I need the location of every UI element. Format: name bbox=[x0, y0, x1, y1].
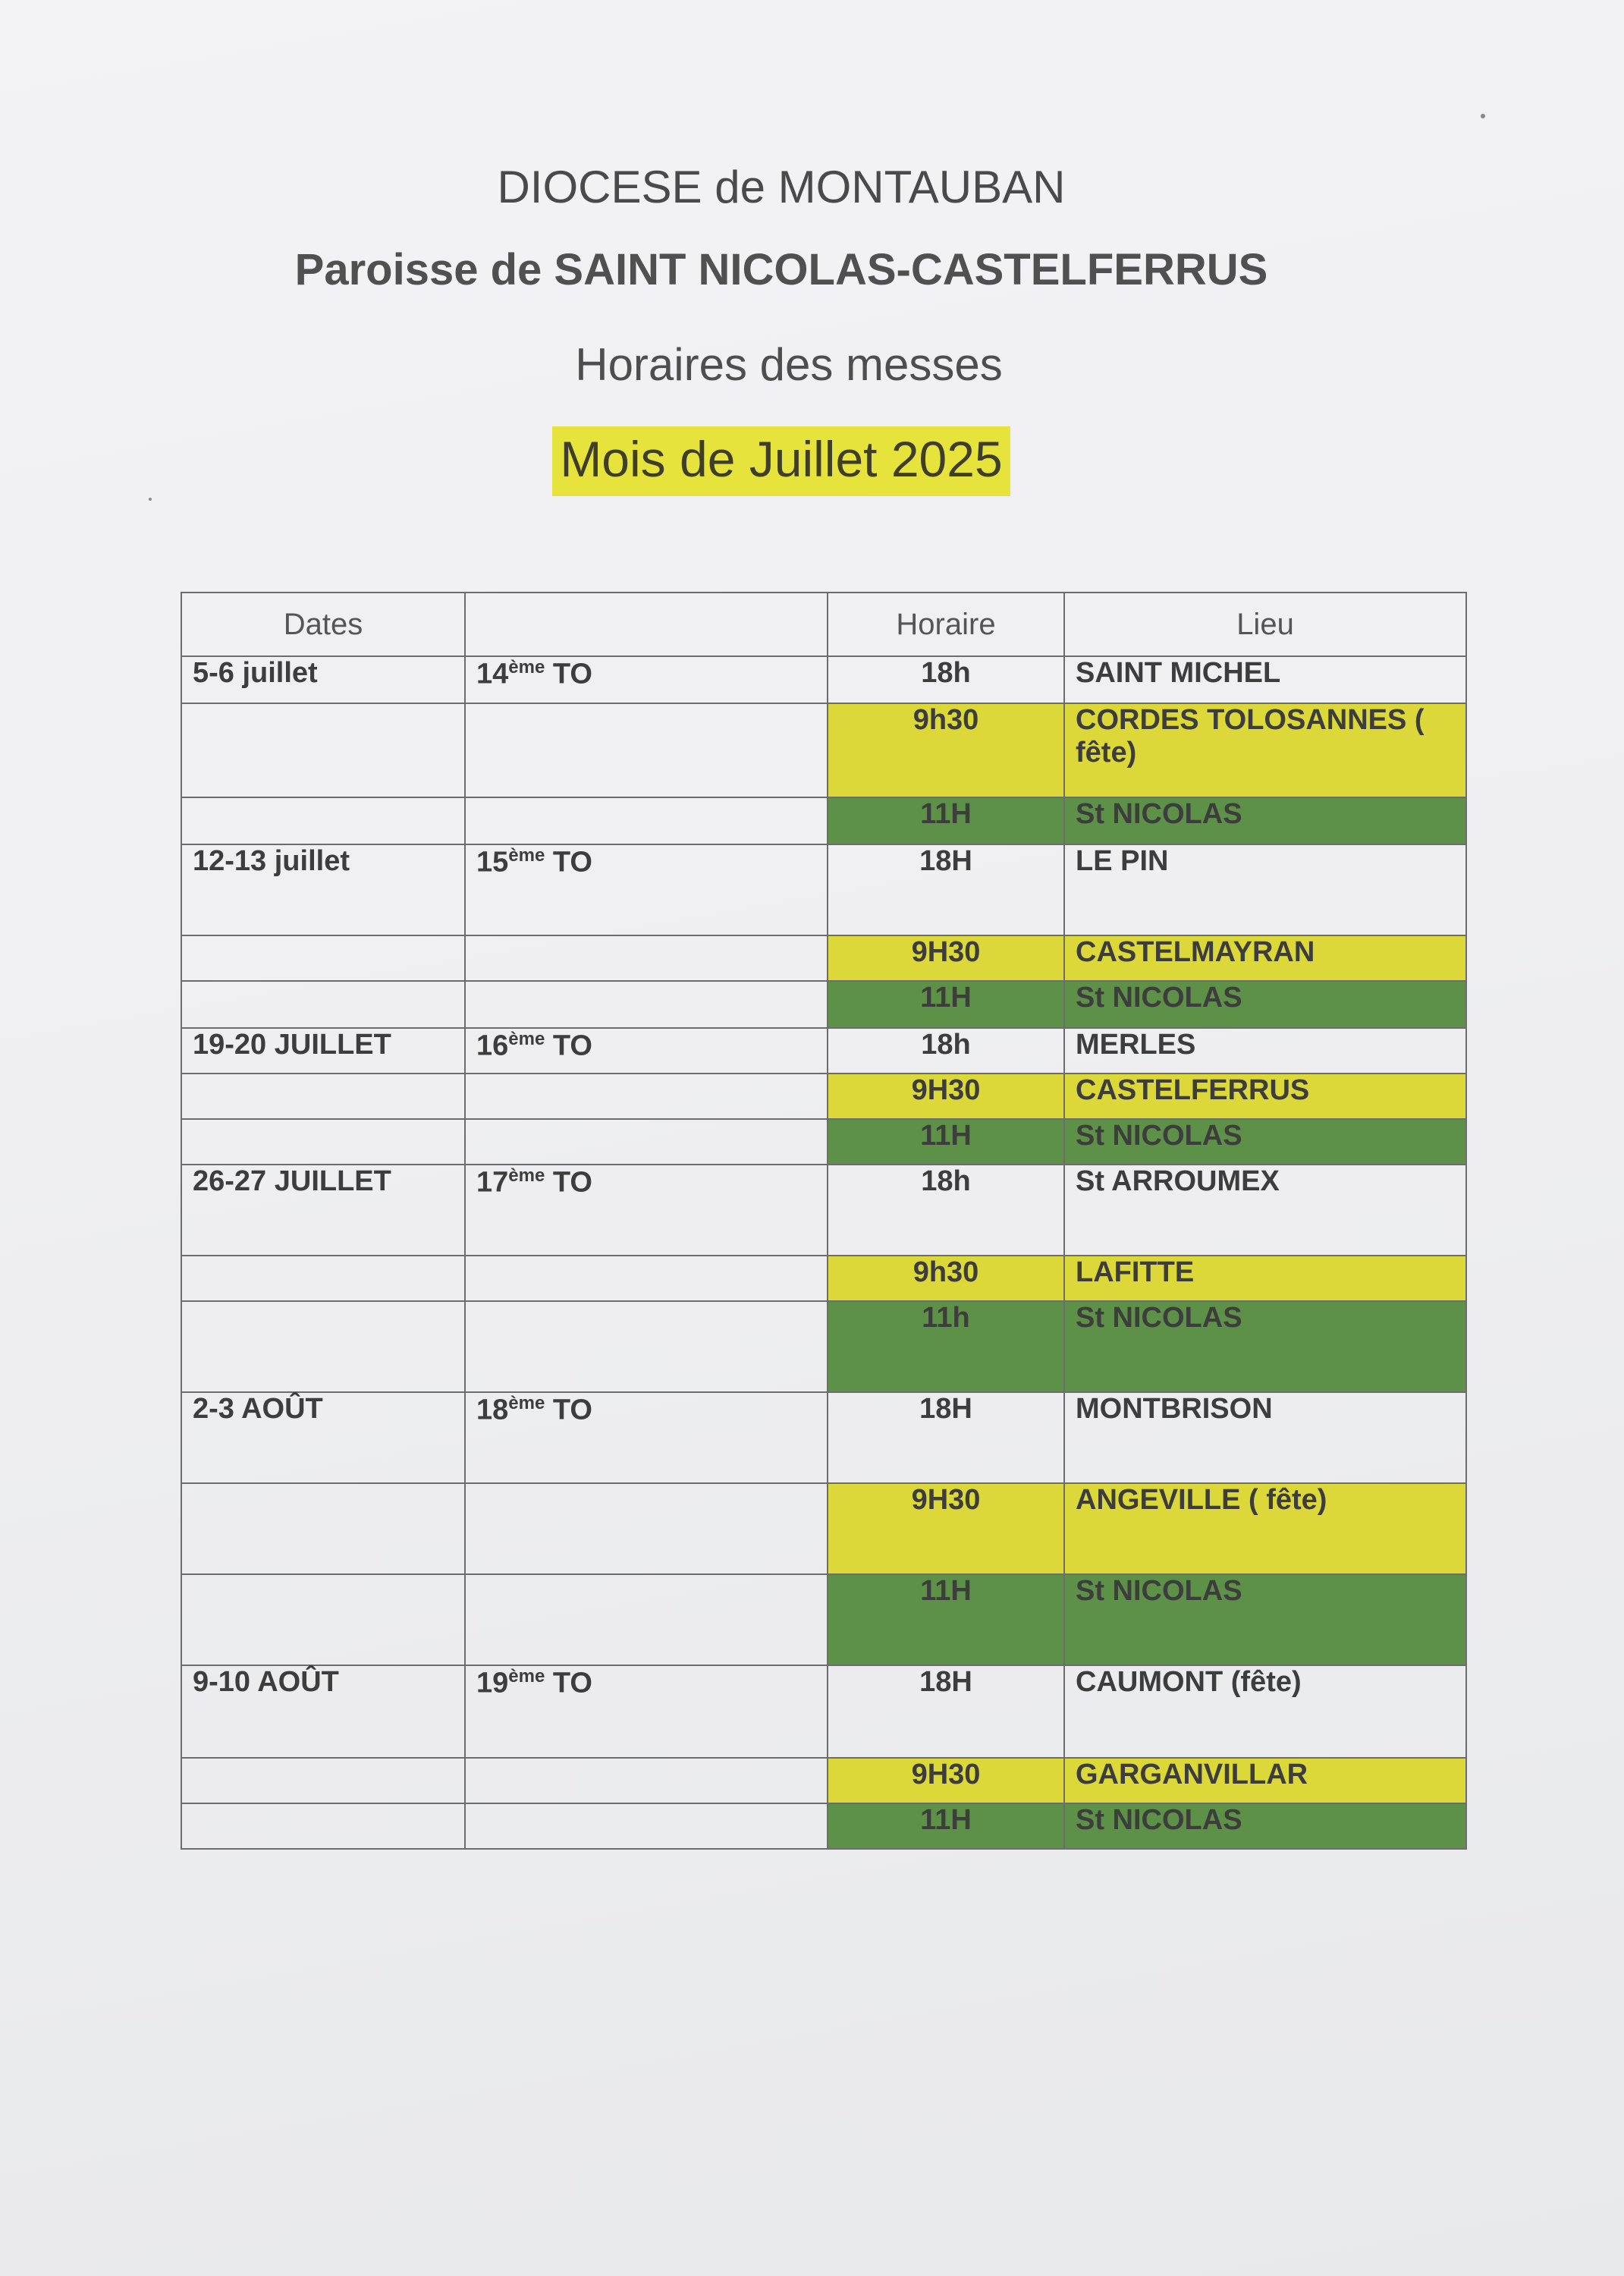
date-cell bbox=[181, 935, 465, 981]
column-header-dates: Dates bbox=[181, 593, 465, 656]
time-cell: 18H bbox=[828, 1665, 1064, 1758]
table-row bbox=[181, 1256, 1466, 1301]
week-number: 18 bbox=[476, 1394, 509, 1426]
paper-mark bbox=[1481, 114, 1485, 118]
schedule-subtitle: Horaires des messes bbox=[575, 339, 1003, 390]
table-row bbox=[181, 1119, 1466, 1165]
liturgical-week-cell bbox=[465, 1256, 828, 1301]
date-cell bbox=[181, 1758, 465, 1803]
week-label: TO bbox=[545, 1166, 592, 1199]
week-number: 15 bbox=[476, 846, 509, 879]
table-row bbox=[181, 1758, 1466, 1803]
place-cell: St NICOLAS bbox=[1064, 1574, 1466, 1665]
table-row bbox=[181, 844, 1466, 935]
table-row bbox=[181, 703, 1466, 797]
date-cell bbox=[181, 1483, 465, 1574]
place-cell: LE PIN bbox=[1064, 844, 1466, 935]
time-cell: 11H bbox=[828, 1574, 1064, 1665]
week-ordinal-suffix: ème bbox=[508, 845, 545, 866]
paper-mark bbox=[149, 498, 152, 501]
liturgical-week-cell bbox=[465, 1074, 828, 1119]
month-heading-wrap bbox=[0, 426, 1563, 496]
date-cell bbox=[181, 1074, 465, 1119]
week-ordinal-suffix: ème bbox=[508, 657, 545, 677]
column-header-place: Lieu bbox=[1064, 593, 1466, 656]
liturgical-week-cell bbox=[465, 844, 828, 935]
date-cell bbox=[181, 981, 465, 1028]
liturgical-week-cell bbox=[465, 1165, 828, 1256]
diocese-title: DIOCESE de MONTAUBAN bbox=[497, 162, 1066, 212]
liturgical-week-cell bbox=[465, 935, 828, 981]
time-cell: 18H bbox=[828, 844, 1064, 935]
table-row bbox=[181, 1392, 1466, 1483]
place-cell: CORDES TOLOSANNES ( fête) bbox=[1064, 703, 1466, 797]
place-cell: CASTELFERRUS bbox=[1064, 1074, 1466, 1119]
table-header-row bbox=[181, 593, 1466, 656]
date-cell bbox=[181, 1256, 465, 1301]
time-cell: 9h30 bbox=[828, 703, 1064, 797]
date-cell: 26-27 JUILLET bbox=[181, 1165, 465, 1256]
week-label: TO bbox=[545, 1030, 592, 1062]
time-cell: 18H bbox=[828, 1392, 1064, 1483]
week-label: TO bbox=[545, 1394, 592, 1426]
time-cell: 18h bbox=[828, 1028, 1064, 1074]
place-cell: MERLES bbox=[1064, 1028, 1466, 1074]
liturgical-week-cell bbox=[465, 1301, 828, 1392]
liturgical-week-cell bbox=[465, 1758, 828, 1803]
liturgical-week-cell bbox=[465, 1574, 828, 1665]
place-cell: St ARROUMEX bbox=[1064, 1165, 1466, 1256]
date-cell: 12-13 juillet bbox=[181, 844, 465, 935]
date-cell: 9-10 AOÛT bbox=[181, 1665, 465, 1758]
place-cell: St NICOLAS bbox=[1064, 1803, 1466, 1849]
table-row bbox=[181, 797, 1466, 844]
week-ordinal-suffix: ème bbox=[508, 1029, 545, 1049]
week-ordinal-suffix: ème bbox=[508, 1393, 545, 1413]
time-cell: 18h bbox=[828, 656, 1064, 703]
time-cell: 11H bbox=[828, 1803, 1064, 1849]
month-heading: Mois de Juillet 2025 bbox=[552, 426, 1010, 496]
date-cell bbox=[181, 1301, 465, 1392]
time-cell: 9h30 bbox=[828, 1256, 1064, 1301]
week-label: TO bbox=[545, 658, 592, 690]
time-cell: 18h bbox=[828, 1165, 1064, 1256]
date-cell bbox=[181, 703, 465, 797]
place-cell: St NICOLAS bbox=[1064, 981, 1466, 1028]
table-row bbox=[181, 1665, 1466, 1758]
time-cell: 11H bbox=[828, 981, 1064, 1028]
liturgical-week-cell bbox=[465, 1028, 828, 1074]
table-row bbox=[181, 981, 1466, 1028]
place-cell: LAFITTE bbox=[1064, 1256, 1466, 1301]
table-row bbox=[181, 1483, 1466, 1574]
place-cell: St NICOLAS bbox=[1064, 1119, 1466, 1165]
date-cell bbox=[181, 797, 465, 844]
table-row bbox=[181, 1165, 1466, 1256]
liturgical-week-cell bbox=[465, 1392, 828, 1483]
date-cell bbox=[181, 1119, 465, 1165]
table-row bbox=[181, 1301, 1466, 1392]
week-label: TO bbox=[545, 846, 592, 879]
place-cell: SAINT MICHEL bbox=[1064, 656, 1466, 703]
time-cell: 9H30 bbox=[828, 1483, 1064, 1574]
liturgical-week-cell bbox=[465, 1119, 828, 1165]
date-cell bbox=[181, 1574, 465, 1665]
table-row bbox=[181, 935, 1466, 981]
place-cell: St NICOLAS bbox=[1064, 797, 1466, 844]
place-cell: CAUMONT (fête) bbox=[1064, 1665, 1466, 1758]
table-row bbox=[181, 1074, 1466, 1119]
week-number: 19 bbox=[476, 1667, 509, 1699]
time-cell: 11H bbox=[828, 797, 1064, 844]
place-cell: ANGEVILLE ( fête) bbox=[1064, 1483, 1466, 1574]
place-cell: CASTELMAYRAN bbox=[1064, 935, 1466, 981]
table-row bbox=[181, 1574, 1466, 1665]
week-ordinal-suffix: ème bbox=[508, 1666, 545, 1687]
week-label: TO bbox=[545, 1667, 592, 1699]
date-cell: 2-3 AOÛT bbox=[181, 1392, 465, 1483]
week-ordinal-suffix: ème bbox=[508, 1165, 545, 1186]
date-cell: 5-6 juillet bbox=[181, 656, 465, 703]
column-header-week bbox=[465, 593, 828, 656]
column-header-time: Horaire bbox=[828, 593, 1064, 656]
parish-title: Paroisse de SAINT NICOLAS-CASTELFERRUS bbox=[294, 245, 1268, 294]
liturgical-week-cell bbox=[465, 1665, 828, 1758]
table-body bbox=[181, 656, 1466, 1849]
liturgical-week-cell bbox=[465, 1483, 828, 1574]
liturgical-week-cell bbox=[465, 1803, 828, 1849]
liturgical-week-cell bbox=[465, 703, 828, 797]
time-cell: 11H bbox=[828, 1119, 1064, 1165]
time-cell: 11h bbox=[828, 1301, 1064, 1392]
date-cell: 19-20 JUILLET bbox=[181, 1028, 465, 1074]
liturgical-week-cell bbox=[465, 797, 828, 844]
mass-schedule-table bbox=[181, 592, 1467, 1850]
place-cell: GARGANVILLAR bbox=[1064, 1758, 1466, 1803]
liturgical-week-cell bbox=[465, 981, 828, 1028]
week-number: 17 bbox=[476, 1166, 509, 1199]
week-number: 16 bbox=[476, 1030, 509, 1062]
time-cell: 9H30 bbox=[828, 1758, 1064, 1803]
liturgical-week-cell bbox=[465, 656, 828, 703]
table-row bbox=[181, 1803, 1466, 1849]
table-row bbox=[181, 1028, 1466, 1074]
time-cell: 9H30 bbox=[828, 1074, 1064, 1119]
place-cell: St NICOLAS bbox=[1064, 1301, 1466, 1392]
table-row bbox=[181, 656, 1466, 703]
time-cell: 9H30 bbox=[828, 935, 1064, 981]
week-number: 14 bbox=[476, 658, 509, 690]
place-cell: MONTBRISON bbox=[1064, 1392, 1466, 1483]
date-cell bbox=[181, 1803, 465, 1849]
